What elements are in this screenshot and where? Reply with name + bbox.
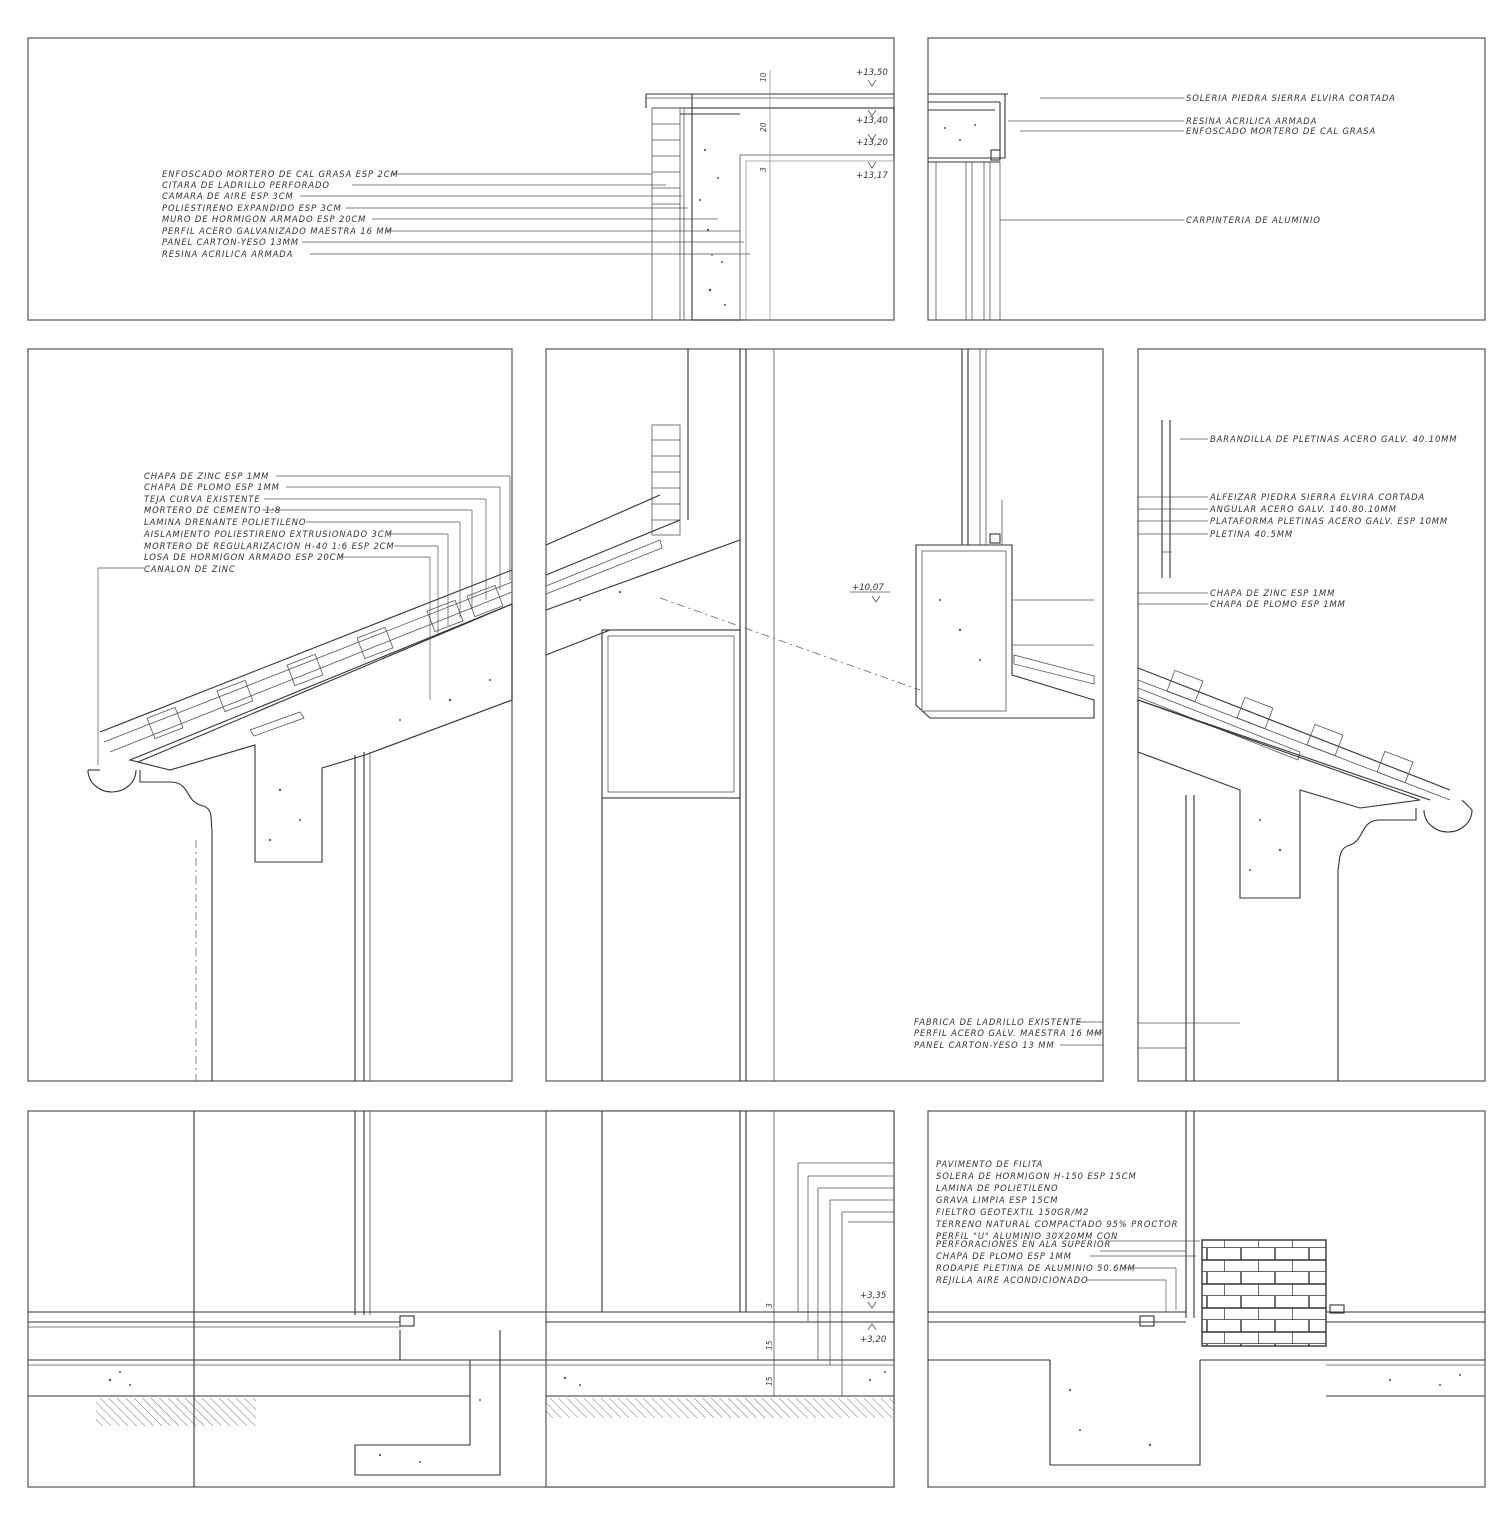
callout-label: FABRICA DE LADRILLO EXISTENTE bbox=[914, 1017, 1083, 1027]
dim-label: 3 bbox=[765, 1303, 774, 1308]
callout-label: PANEL CARTON-YESO 13MM bbox=[162, 237, 299, 247]
callout-label: AISLAMIENTO POLIESTIRENO EXTRUSIONADO 3CM bbox=[144, 529, 393, 539]
callout-label: CARPINTERIA DE ALUMINIO bbox=[1186, 215, 1321, 225]
panel-frame bbox=[546, 349, 1103, 1081]
level-label: +13,40 bbox=[856, 116, 888, 126]
callout-label: CITARA DE LADRILLO PERFORADO bbox=[162, 180, 330, 190]
callout-label: PANEL CARTON-YESO 13 MM bbox=[914, 1040, 1055, 1050]
material-callouts bbox=[914, 1017, 1103, 1050]
callout-label: CHAPA DE PLOMO ESP 1MM bbox=[1210, 599, 1346, 609]
callout-label: CHAPA DE ZINC ESP 1MM bbox=[144, 471, 270, 481]
callout-label: PERFIL "U" ALUMINIO 30X20MM CON bbox=[936, 1231, 1119, 1241]
callout-label: LAMINA DRENANTE POLIETILENO bbox=[144, 517, 307, 527]
dim-label: 15 bbox=[765, 1376, 774, 1386]
callout-label: CANALON DE ZINC bbox=[144, 564, 236, 574]
callout-label: RESINA ACRILICA ARMADA bbox=[162, 249, 294, 259]
level-label: +3,20 bbox=[860, 1335, 887, 1345]
panel-eaves-section bbox=[28, 349, 512, 1081]
panel-frame bbox=[28, 349, 512, 1081]
dim-label: 20 bbox=[759, 122, 768, 132]
callout-label: PERFIL ACERO GALVANIZADO MAESTRA 16 MM bbox=[162, 226, 393, 236]
callout-label: RESINA ACRILICA ARMADA bbox=[1186, 116, 1318, 126]
callout-label: MORTERO DE REGULARIZACION H-40 1:6 ESP 2CM bbox=[144, 541, 395, 551]
panel-ground-floor-right bbox=[928, 1111, 1485, 1487]
callout-label: SOLERA DE HORMIGON H-150 ESP 15CM bbox=[936, 1171, 1137, 1181]
callout-label: RODAPIE PLETINA DE ALUMINIO 50.6MM bbox=[936, 1263, 1136, 1273]
callout-label: ENFOSCADO MORTERO DE CAL GRASA ESP 2CM bbox=[162, 169, 399, 179]
callout-label: REJILLA AIRE ACONDICIONADO bbox=[936, 1275, 1089, 1285]
callout-label: PERFIL ACERO GALV. MAESTRA 16 MM bbox=[914, 1028, 1103, 1038]
callout-label: PLETINA 40.5MM bbox=[1210, 529, 1293, 539]
callout-label: LAMINA DE POLIETILENO bbox=[936, 1183, 1059, 1193]
dim-label: 3 bbox=[759, 167, 768, 172]
panel-balcony-section bbox=[1138, 349, 1485, 1081]
callout-label: TEJA CURVA EXISTENTE bbox=[144, 494, 261, 504]
callout-label: FIELTRO GEOTEXTIL 150GR/M2 bbox=[936, 1207, 1090, 1217]
callout-label: POLIESTIRENO EXPANDIDO ESP 3CM bbox=[162, 203, 342, 213]
brick-wall bbox=[1202, 1240, 1326, 1346]
callout-label: CHAPA DE ZINC ESP 1MM bbox=[1210, 588, 1336, 598]
panel-parapet-section bbox=[28, 38, 894, 320]
panel-frame bbox=[1138, 349, 1485, 1081]
callout-label: GRAVA LIMPIA ESP 15CM bbox=[936, 1195, 1059, 1205]
dim-label: 15 bbox=[765, 1340, 774, 1350]
panel-ground-floor-center bbox=[546, 1111, 894, 1487]
callout-label: PAVIMENTO DE FILITA bbox=[936, 1159, 1044, 1169]
level-label: +13,20 bbox=[856, 138, 888, 148]
dim-label: 10 bbox=[759, 72, 768, 82]
callout-label: CHAPA DE PLOMO ESP 1MM bbox=[936, 1251, 1072, 1261]
terrain-hatch bbox=[546, 1398, 894, 1418]
callout-label: CHAPA DE PLOMO ESP 1MM bbox=[144, 482, 280, 492]
callout-label: SOLERIA PIEDRA SIERRA ELVIRA CORTADA bbox=[1186, 93, 1396, 103]
terrain-hatch bbox=[96, 1398, 256, 1426]
panel-terrace-window-section bbox=[928, 38, 1485, 320]
callout-label: ENFOSCADO MORTERO DE CAL GRASA bbox=[1186, 126, 1377, 136]
panel-frame bbox=[928, 38, 1485, 320]
level-label: +10,07 bbox=[852, 583, 884, 593]
panel-dormer-section bbox=[546, 349, 1103, 1081]
callout-label: CAMARA DE AIRE ESP 3CM bbox=[162, 191, 294, 201]
callout-label: LOSA DE HORMIGON ARMADO ESP 20CM bbox=[144, 552, 345, 562]
level-label: +13,17 bbox=[856, 171, 888, 181]
callout-label: ALFEIZAR PIEDRA SIERRA ELVIRA CORTADA bbox=[1210, 492, 1426, 502]
callout-label: MURO DE HORMIGON ARMADO ESP 20CM bbox=[162, 214, 367, 224]
callout-label: MORTERO DE CEMENTO 1:8 bbox=[144, 505, 282, 515]
callout-label: PLATAFORMA PLETINAS ACERO GALV. ESP 10MM bbox=[1210, 516, 1449, 526]
level-label: +13,50 bbox=[856, 68, 888, 78]
callout-label: ANGULAR ACERO GALV. 140.80.10MM bbox=[1210, 504, 1397, 514]
level-label: +3,35 bbox=[860, 1291, 887, 1301]
callout-label: TERRENO NATURAL COMPACTADO 95% PROCTOR bbox=[936, 1219, 1179, 1229]
callout-label: BARANDILLA DE PLETINAS ACERO GALV. 40.10MM bbox=[1210, 434, 1458, 444]
callout-label: PERFORACIONES EN ALA SUPERIOR bbox=[936, 1239, 1112, 1249]
